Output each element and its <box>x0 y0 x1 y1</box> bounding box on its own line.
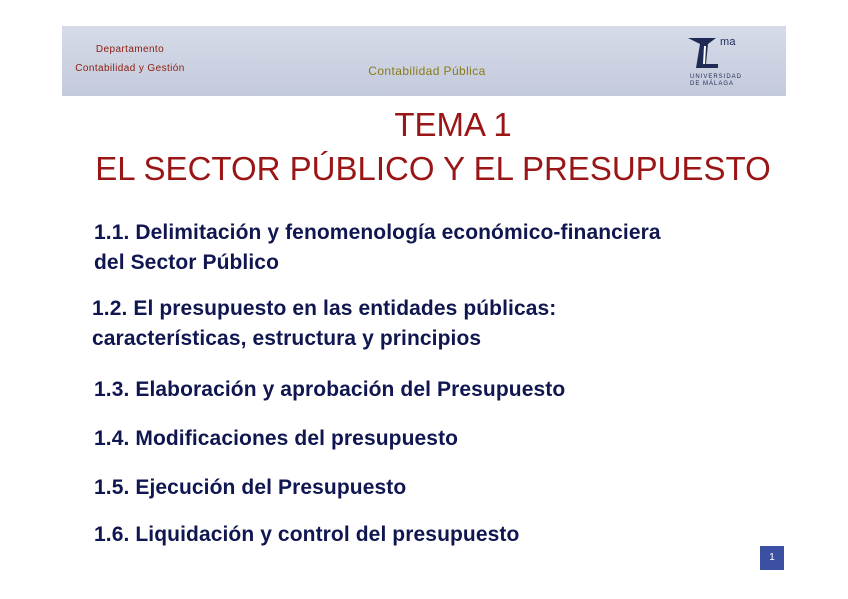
department-line-1: Departamento <box>95 44 165 55</box>
course-name: Contabilidad Pública <box>368 64 486 78</box>
logo-superscript: ma <box>720 36 736 48</box>
topic-item-2 <box>92 294 556 354</box>
topic-item-1 <box>94 218 661 278</box>
university-logo <box>680 32 774 94</box>
topic-item-5 <box>94 473 406 503</box>
topic-item-6 <box>94 520 519 550</box>
university-label <box>690 74 742 88</box>
slide-title-subject: EL SECTOR PÚBLICO Y EL PRESUPUESTO <box>95 150 771 187</box>
university-line-2: DE MÁLAGA <box>690 81 735 87</box>
topic-item-3 <box>94 375 565 405</box>
topic-6-line-1: 1.6. Liquidación y control del presupuesto <box>94 523 520 546</box>
topic-2-line-1: 1.2. El presupuesto en las entidades públicas: <box>92 297 557 320</box>
slide-title-tema: TEMA 1 <box>394 106 512 143</box>
university-line-1: UNIVERSIDAD <box>690 74 743 80</box>
department-line-2: Contabilidad y Gestión <box>75 63 185 74</box>
uma-logo-icon <box>686 34 720 72</box>
department-name <box>62 40 198 78</box>
topic-4-line-1: 1.4. Modificaciones del presupuesto <box>94 427 459 450</box>
topic-3-line-1: 1.3. Elaboración y aprobación del Presupuesto <box>94 378 566 401</box>
slide-header <box>62 26 786 96</box>
topic-2-line-2: características, estructura y principios <box>92 327 482 350</box>
topic-1-line-2: del Sector Público <box>94 251 280 274</box>
topic-5-line-1: 1.5. Ejecución del Presupuesto <box>94 476 407 499</box>
topic-1-line-1: 1.1. Delimitación y fenomenología económico-financiera <box>94 221 661 244</box>
topic-item-4 <box>94 424 458 454</box>
page-number-badge: 1 <box>760 546 784 570</box>
